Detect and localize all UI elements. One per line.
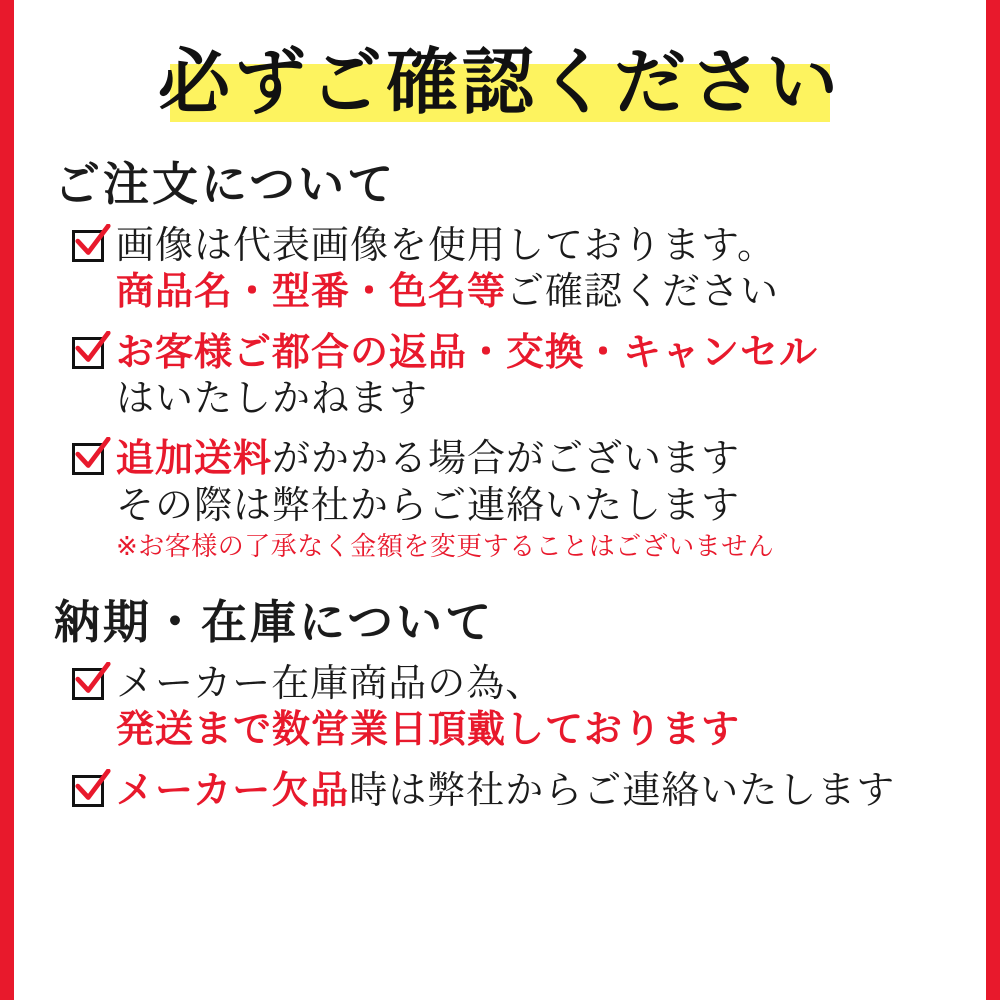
section-heading-order: ご注文について <box>54 157 397 211</box>
notice-content <box>14 0 986 1000</box>
line-text: メーカー在庫商品の為、 <box>116 660 545 705</box>
list-item-text <box>116 222 960 315</box>
list-item <box>70 435 960 563</box>
list-item <box>70 767 960 813</box>
list-item-text <box>116 660 960 753</box>
right-red-border <box>986 0 1000 1000</box>
line-text-red: 商品名・型番・色名等 <box>116 269 507 314</box>
line-text: ご確認ください <box>506 269 780 314</box>
page-title-text: 必ずご確認ください <box>157 40 842 124</box>
line-text-red: お客様ご都合の返品・交換・キャンセル <box>116 329 819 374</box>
checkbox-checked-icon <box>70 664 110 704</box>
line-text: 時は弊社からご連絡いたします <box>349 767 896 812</box>
list-item-text <box>116 329 960 422</box>
list-item <box>70 329 960 422</box>
line-text: その際は弊社からご連絡いたします <box>116 482 741 527</box>
line-text-red: 発送まで数営業日頂戴しております <box>116 707 741 752</box>
list-item <box>70 222 960 315</box>
list-item-note: ※お客様の了承なく金額を変更することはございません <box>116 532 775 563</box>
page-title <box>40 22 960 142</box>
line-text-red: メーカー欠品 <box>116 767 350 812</box>
line-text: 画像は代表画像を使用しております。 <box>116 223 776 267</box>
section-order <box>40 148 960 564</box>
section-heading-delivery: 納期・在庫について <box>54 594 495 649</box>
list-item <box>70 660 960 753</box>
checkbox-checked-icon <box>70 333 110 373</box>
checkbox-checked-icon <box>70 771 110 811</box>
section-delivery <box>40 586 960 813</box>
line-text-red: 追加送料 <box>116 436 273 481</box>
line-text: がかかる場合がございます <box>272 436 741 481</box>
list-item-text <box>116 767 960 813</box>
checkbox-checked-icon <box>70 226 110 266</box>
list-item-text <box>116 435 960 563</box>
left-red-border <box>0 0 14 1000</box>
checkbox-checked-icon <box>70 439 110 479</box>
line-text: はいたしかねます <box>116 376 429 421</box>
